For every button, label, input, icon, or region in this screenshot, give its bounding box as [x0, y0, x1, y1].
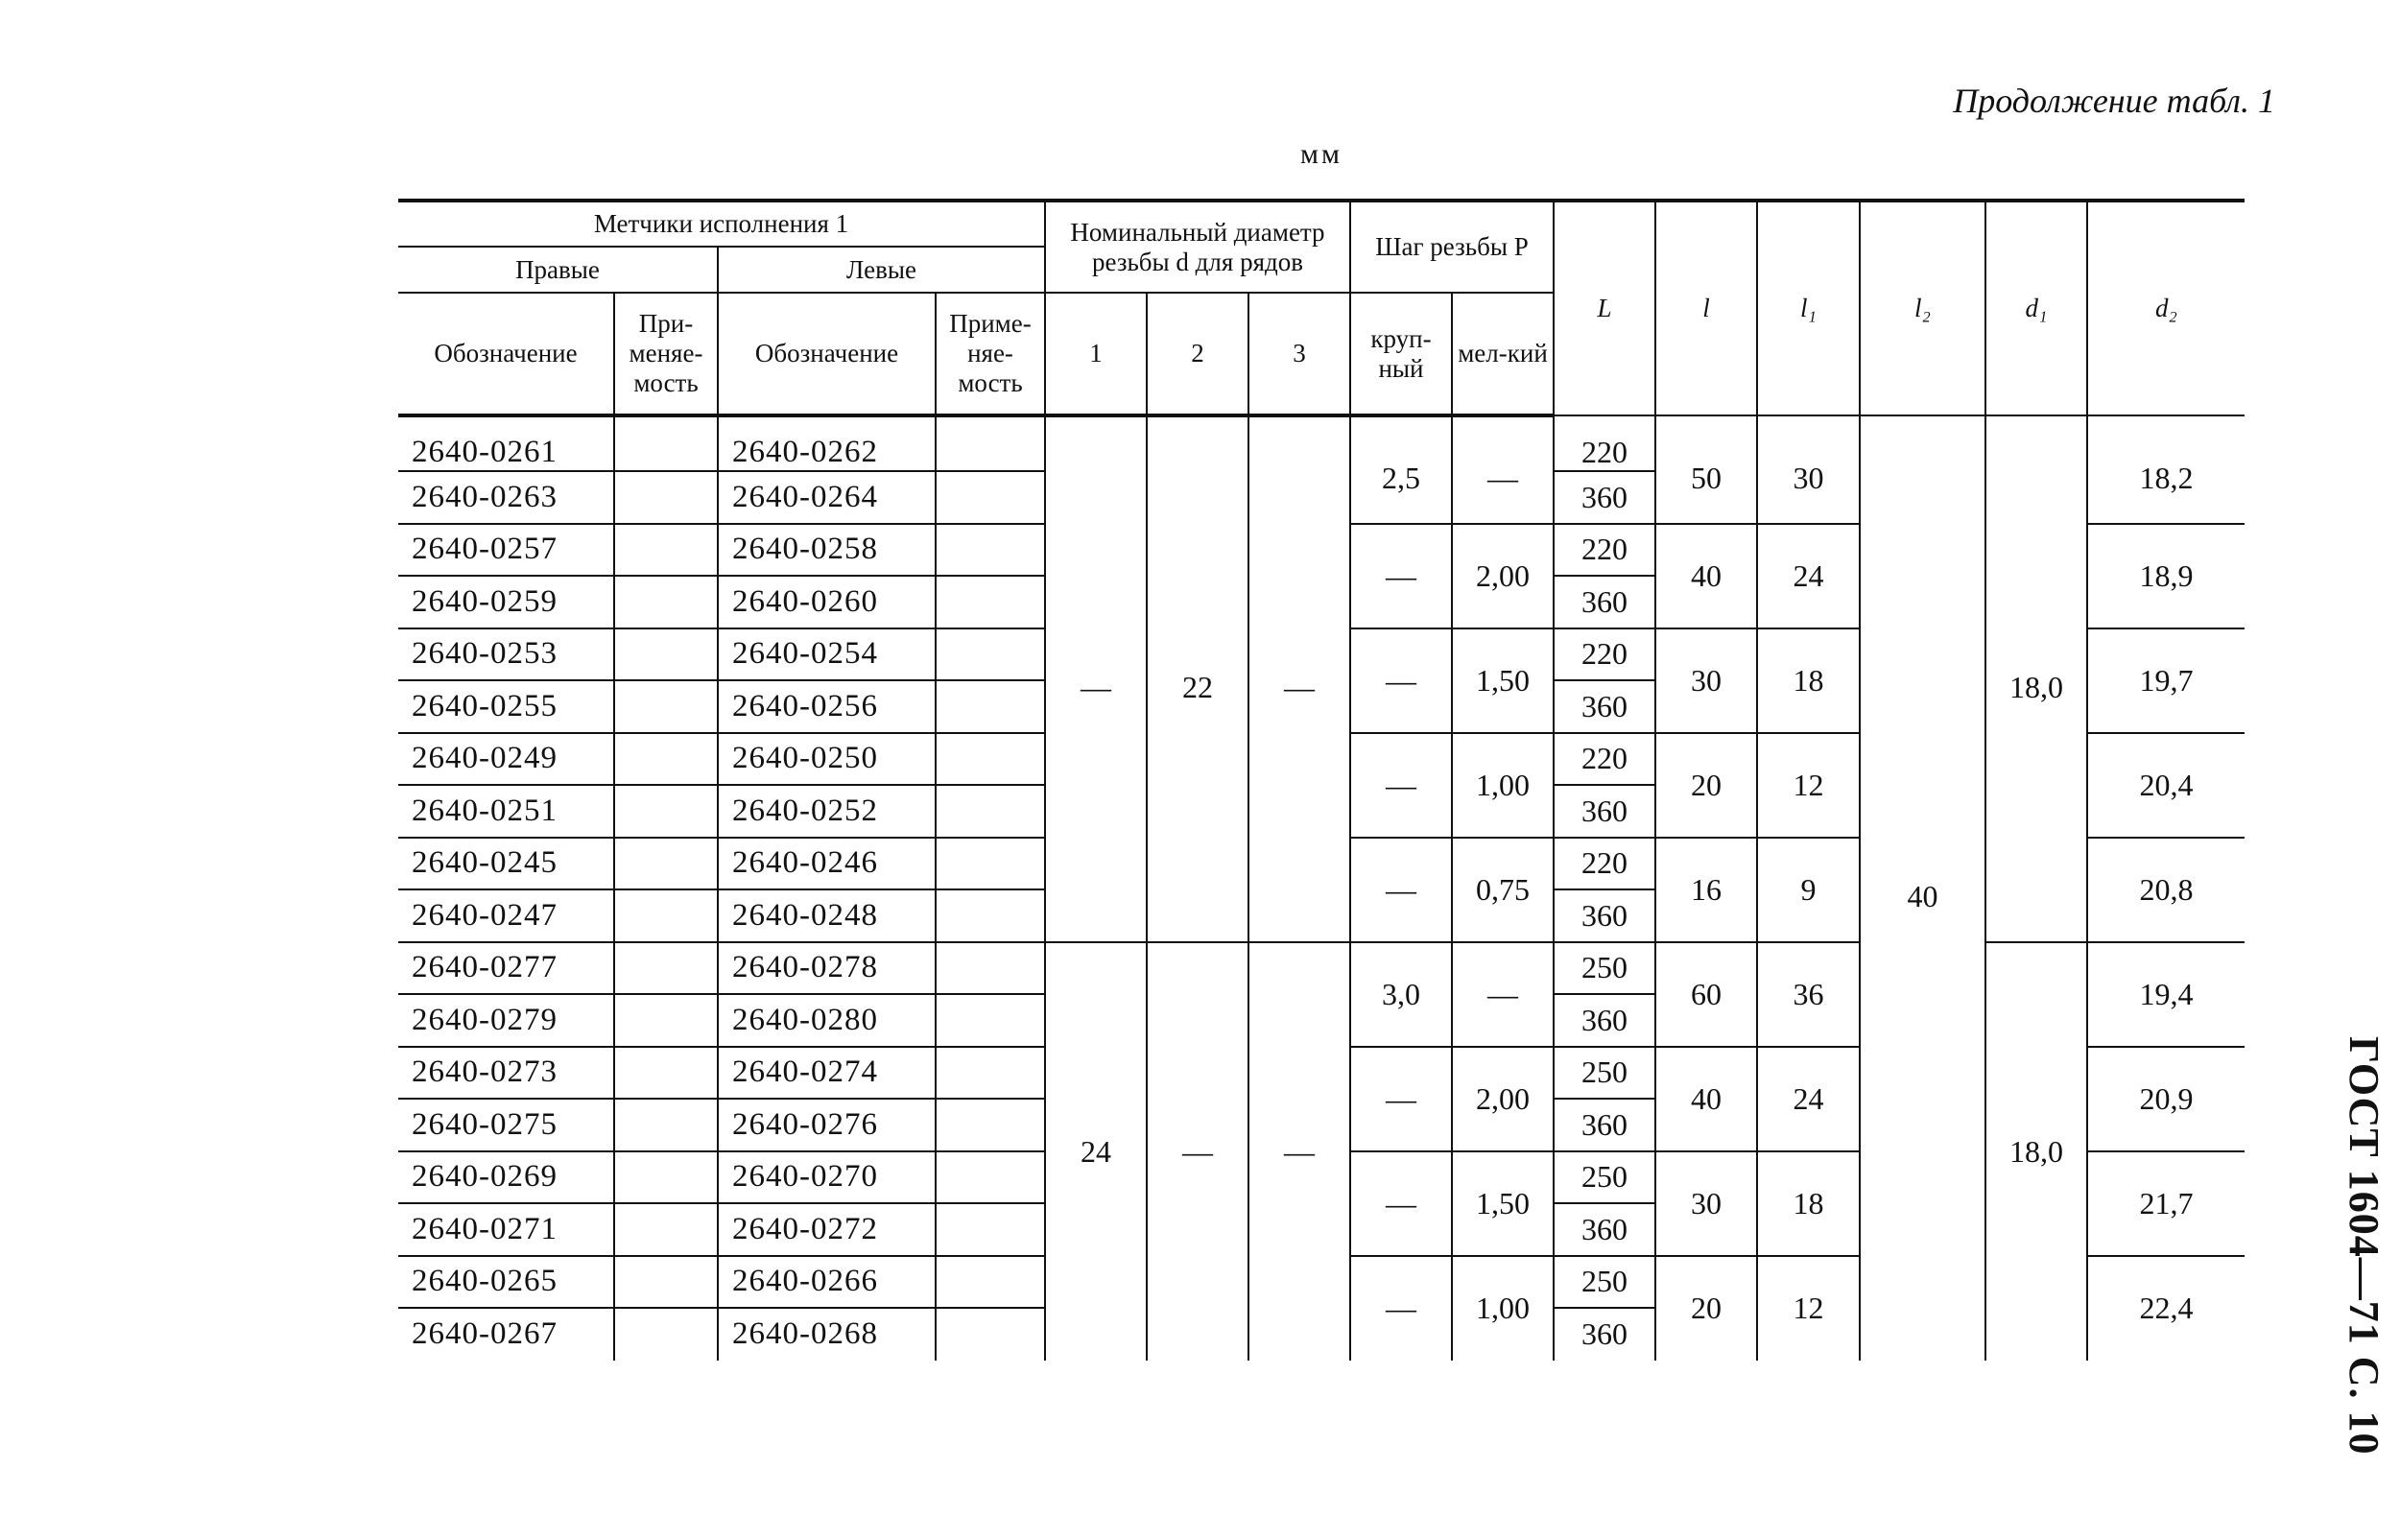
- applicability-right: [614, 785, 718, 838]
- length-L: 360: [1554, 994, 1655, 1047]
- applicability-left: [936, 471, 1045, 524]
- applicability-left: [936, 524, 1045, 577]
- designation-left: 2640-0252: [718, 785, 936, 838]
- diameter-d2: 19,4: [2087, 942, 2245, 1047]
- designation-left: 2640-0246: [718, 838, 936, 890]
- designation-right: 2640-0263: [398, 471, 614, 524]
- pitch-fine: 1,00: [1452, 733, 1554, 838]
- header-l: l: [1655, 201, 1757, 415]
- length-L: 360: [1554, 785, 1655, 838]
- applicability-right: [614, 1308, 718, 1361]
- units-label: мм: [1300, 138, 1343, 170]
- length-L: 220: [1554, 524, 1655, 577]
- length-L: 220: [1554, 733, 1655, 786]
- applicability-left: [936, 1203, 1045, 1256]
- length-l1: 12: [1757, 1256, 1860, 1361]
- table-body: [398, 415, 2245, 1361]
- applicability-right: [614, 576, 718, 628]
- designation-right: 2640-0265: [398, 1256, 614, 1309]
- length-l: 50: [1655, 415, 1757, 524]
- length-l1: 24: [1757, 524, 1860, 628]
- pitch-coarse: —: [1350, 1151, 1452, 1256]
- length-l2: 40: [1860, 415, 1985, 1361]
- header-l1: l₁: [1757, 201, 1860, 415]
- designation-right: 2640-0269: [398, 1151, 614, 1204]
- applicability-right: [614, 471, 718, 524]
- length-L: 250: [1554, 942, 1655, 995]
- designation-left: 2640-0254: [718, 628, 936, 681]
- designation-left: 2640-0280: [718, 994, 936, 1047]
- applicability-right: [614, 628, 718, 681]
- applicability-right: [614, 524, 718, 577]
- diameter-d1: 18,0: [1985, 942, 2087, 1361]
- designation-right: 2640-0245: [398, 838, 614, 890]
- designation-right: 2640-0275: [398, 1099, 614, 1151]
- header-d1: d₁: [1985, 201, 2087, 415]
- designation-left: 2640-0276: [718, 1099, 936, 1151]
- pitch-coarse: —: [1350, 1256, 1452, 1361]
- document-code: ГОСТ 1604—71 С. 10: [2341, 1036, 2388, 1456]
- diameter-d2: 20,4: [2087, 733, 2245, 838]
- designation-left: 2640-0268: [718, 1308, 936, 1361]
- length-l: 30: [1655, 628, 1757, 733]
- diameter-d2: 21,7: [2087, 1151, 2245, 1256]
- nominal-d-row2: 22: [1147, 415, 1248, 942]
- header-fine: мел-кий: [1452, 293, 1554, 415]
- designation-right: 2640-0279: [398, 994, 614, 1047]
- designation-left: 2640-0250: [718, 733, 936, 786]
- pitch-fine: —: [1452, 415, 1554, 524]
- length-L: 220: [1554, 628, 1655, 681]
- length-l: 20: [1655, 1256, 1757, 1361]
- length-L: 220: [1554, 415, 1655, 471]
- length-l1: 30: [1757, 415, 1860, 524]
- continuation-title: Продолжение табл. 1: [1953, 82, 2275, 120]
- header-nominal-diameter: Номинальный диаметр резьбы d для рядов: [1045, 201, 1350, 293]
- length-l: 60: [1655, 942, 1757, 1047]
- applicability-left: [936, 1256, 1045, 1309]
- length-l: 30: [1655, 1151, 1757, 1256]
- table-header: [398, 201, 2245, 415]
- pitch-fine: —: [1452, 942, 1554, 1047]
- table-row: [398, 415, 2245, 471]
- designation-left: 2640-0248: [718, 889, 936, 942]
- length-L: 360: [1554, 680, 1655, 733]
- length-l: 40: [1655, 1047, 1757, 1151]
- header-taps-group: Метчики исполнения 1: [398, 201, 1045, 247]
- pitch-coarse: —: [1350, 1047, 1452, 1151]
- nominal-d-row2: —: [1147, 942, 1248, 1361]
- header-pitch: [1350, 201, 1554, 293]
- applicability-right: [614, 733, 718, 786]
- length-l1: 18: [1757, 628, 1860, 733]
- header-d2: d₂: [2087, 201, 2245, 415]
- applicability-left: [936, 628, 1045, 681]
- applicability-left: [936, 838, 1045, 890]
- length-L: 250: [1554, 1047, 1655, 1100]
- applicability-right: [614, 838, 718, 890]
- designation-right: 2640-0251: [398, 785, 614, 838]
- length-l1: 36: [1757, 942, 1860, 1047]
- length-l1: 12: [1757, 733, 1860, 838]
- applicability-left: [936, 942, 1045, 995]
- length-L: 360: [1554, 1099, 1655, 1151]
- length-L: 360: [1554, 1203, 1655, 1256]
- applicability-left: [936, 733, 1045, 786]
- designation-right: 2640-0277: [398, 942, 614, 995]
- applicability-right: [614, 1256, 718, 1309]
- designation-left: 2640-0270: [718, 1151, 936, 1204]
- pitch-coarse: —: [1350, 733, 1452, 838]
- pitch-fine: 2,00: [1452, 524, 1554, 628]
- applicability-left: [936, 680, 1045, 733]
- applicability-left: [936, 415, 1045, 471]
- nominal-d-row1: 24: [1045, 942, 1147, 1361]
- designation-left: 2640-0258: [718, 524, 936, 577]
- nominal-d-row1: —: [1045, 415, 1147, 942]
- diameter-d2: 22,4: [2087, 1256, 2245, 1361]
- applicability-right: [614, 1203, 718, 1256]
- pitch-coarse: 2,5: [1350, 415, 1452, 524]
- header-pitch-text: Шаг резьбы P: [1375, 232, 1529, 261]
- designation-right: 2640-0249: [398, 733, 614, 786]
- designation-left: 2640-0266: [718, 1256, 936, 1309]
- length-l1: 18: [1757, 1151, 1860, 1256]
- designation-right: 2640-0255: [398, 680, 614, 733]
- nominal-d-row3: —: [1248, 942, 1350, 1361]
- length-L: 220: [1554, 838, 1655, 890]
- applicability-right: [614, 994, 718, 1047]
- designation-right: 2640-0261: [398, 415, 614, 471]
- header-L: L: [1554, 201, 1655, 415]
- header-l2: l₂: [1860, 201, 1985, 415]
- nominal-d-row3: —: [1248, 415, 1350, 942]
- header-row-2: 2: [1147, 293, 1248, 415]
- length-l: 16: [1655, 838, 1757, 942]
- diameter-d2: 18,2: [2087, 415, 2245, 524]
- length-L: 360: [1554, 1308, 1655, 1361]
- pitch-coarse: 3,0: [1350, 942, 1452, 1047]
- header-designation-left: Обозначение: [718, 293, 936, 415]
- length-L: 360: [1554, 471, 1655, 524]
- designation-right: 2640-0271: [398, 1203, 614, 1256]
- designation-right: 2640-0253: [398, 628, 614, 681]
- header-coarse: круп-ный: [1350, 293, 1452, 415]
- applicability-left: [936, 1047, 1045, 1100]
- applicability-right: [614, 680, 718, 733]
- pitch-coarse: —: [1350, 628, 1452, 733]
- applicability-right: [614, 1099, 718, 1151]
- length-L: 360: [1554, 889, 1655, 942]
- applicability-left: [936, 576, 1045, 628]
- length-L: 250: [1554, 1151, 1655, 1204]
- applicability-right: [614, 889, 718, 942]
- designation-left: 2640-0272: [718, 1203, 936, 1256]
- length-L: 250: [1554, 1256, 1655, 1309]
- pitch-fine: 1,50: [1452, 628, 1554, 733]
- pitch-coarse: —: [1350, 838, 1452, 942]
- header-left: Левые: [718, 247, 1045, 293]
- length-L: 360: [1554, 576, 1655, 628]
- header-applicability-right: При-меняе-мость: [614, 293, 718, 415]
- diameter-d2: 20,9: [2087, 1047, 2245, 1151]
- pitch-fine: 1,50: [1452, 1151, 1554, 1256]
- designation-right: 2640-0273: [398, 1047, 614, 1100]
- pitch-fine: 1,00: [1452, 1256, 1554, 1361]
- length-l: 40: [1655, 524, 1757, 628]
- length-l1: 24: [1757, 1047, 1860, 1151]
- header-row-3: 3: [1248, 293, 1350, 415]
- applicability-left: [936, 889, 1045, 942]
- applicability-right: [614, 415, 718, 471]
- pitch-fine: 0,75: [1452, 838, 1554, 942]
- thread-taps-table: [398, 199, 2245, 1361]
- applicability-right: [614, 942, 718, 995]
- applicability-left: [936, 1151, 1045, 1204]
- designation-left: 2640-0262: [718, 415, 936, 471]
- designation-left: 2640-0264: [718, 471, 936, 524]
- header-right: Правые: [398, 247, 718, 293]
- designation-right: 2640-0267: [398, 1308, 614, 1361]
- header-row-1: 1: [1045, 293, 1147, 415]
- pitch-coarse: —: [1350, 524, 1452, 628]
- diameter-d2: 18,9: [2087, 524, 2245, 628]
- designation-left: 2640-0278: [718, 942, 936, 995]
- applicability-left: [936, 1308, 1045, 1361]
- applicability-left: [936, 1099, 1045, 1151]
- header-designation-right: Обозначение: [398, 293, 614, 415]
- length-l: 20: [1655, 733, 1757, 838]
- designation-left: 2640-0260: [718, 576, 936, 628]
- diameter-d2: 19,7: [2087, 628, 2245, 733]
- applicability-right: [614, 1047, 718, 1100]
- designation-left: 2640-0256: [718, 680, 936, 733]
- applicability-right: [614, 1151, 718, 1204]
- header-applicability-left: Приме-няе-мость: [936, 293, 1045, 415]
- designation-right: 2640-0257: [398, 524, 614, 577]
- diameter-d2: 20,8: [2087, 838, 2245, 942]
- designation-right: 2640-0259: [398, 576, 614, 628]
- designation-left: 2640-0274: [718, 1047, 936, 1100]
- length-l1: 9: [1757, 838, 1860, 942]
- diameter-d1: 18,0: [1985, 415, 2087, 942]
- applicability-left: [936, 994, 1045, 1047]
- designation-right: 2640-0247: [398, 889, 614, 942]
- applicability-left: [936, 785, 1045, 838]
- pitch-fine: 2,00: [1452, 1047, 1554, 1151]
